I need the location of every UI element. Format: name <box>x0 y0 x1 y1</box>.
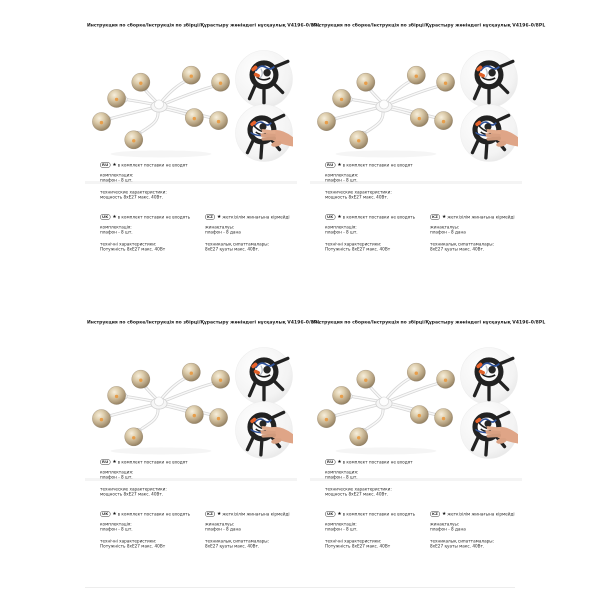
kz-specs-label: техникалық сипаттамалары: <box>430 241 495 247</box>
ru-header <box>325 162 525 168</box>
mount-bracket-photo <box>235 50 293 108</box>
uk-not-included-note: в комплект поставки не входять <box>117 214 191 220</box>
star-icon: ★ <box>337 510 342 517</box>
uk-language-badge: UK <box>327 214 334 219</box>
kz-specs-value: 8хЕ27 қуаты макс. 40Вт. <box>205 543 260 549</box>
kz-kit-value: плафон - 8 дана <box>430 526 466 532</box>
ru-specs-label: технические характеристики: <box>100 486 167 492</box>
chandelier-photo <box>310 351 462 458</box>
star-icon: ★ <box>217 213 222 220</box>
instruction-sheet <box>310 317 546 607</box>
ru-specs-label: технические характеристики: <box>325 486 392 492</box>
kz-specs-value: 8хЕ27 қуаты макс. 40Вт. <box>205 246 260 252</box>
soft-shadow <box>336 150 437 157</box>
kz-not-included-note: жеткізілім жинағына кірмейді <box>447 511 515 517</box>
hand-wiring-photo <box>460 401 518 459</box>
kz-header <box>430 511 530 517</box>
page-title <box>312 23 546 28</box>
instruction-sheet <box>85 20 321 310</box>
uk-language-badge: UK <box>102 214 109 219</box>
uk-specs-value: Потужність 8хЕ27 макс. 40Вт <box>100 246 166 252</box>
section-kz <box>205 214 305 251</box>
kz-kit-value: плафон - 8 дана <box>430 229 466 235</box>
kz-specs-label: техникалық сипаттамалары: <box>430 538 495 544</box>
ceiling-canopy <box>151 100 167 112</box>
uk-language-badge: UK <box>327 511 334 516</box>
chandelier-photo <box>85 351 237 458</box>
ru-kit-value: плафон - 8 шт. <box>100 177 133 183</box>
uk-header <box>325 511 425 517</box>
uk-kit-value: плафон - 8 шт. <box>100 229 133 235</box>
page-title <box>312 320 546 325</box>
uk-header <box>100 511 200 517</box>
chandelier-photo <box>85 54 237 161</box>
hand-wiring-photo <box>235 401 293 459</box>
kz-kit-value: плафон - 8 дана <box>205 526 241 532</box>
ru-kit-label: комплектация: <box>325 172 359 178</box>
kz-not-included-note: жеткізілім жинағына кірмейді <box>447 214 515 220</box>
ru-specs-value: мощность 8хЕ27 макс. 40Вт. <box>100 194 164 200</box>
kz-not-included-note: жеткізілім жинағына кірмейді <box>222 214 290 220</box>
ru-not-included-note: в комплект поставки не входят <box>342 459 413 465</box>
uk-specs-value: Потужність 8хЕ27 макс. 40Вт <box>100 543 166 549</box>
model-number: V4196-0/8PL <box>287 320 321 325</box>
ru-specs-label: технические характеристики: <box>325 189 392 195</box>
chandelier-photo <box>310 54 462 161</box>
uk-not-included-note: в комплект поставки не входять <box>117 511 191 517</box>
uk-kit-label: комплектація: <box>325 224 357 230</box>
section-uk <box>325 214 425 251</box>
section-uk <box>100 214 200 251</box>
model-number: V4196-0/8PL <box>512 23 546 28</box>
ru-not-included-note: в комплект поставки не входят <box>117 162 188 168</box>
ceiling-canopy <box>376 100 392 112</box>
star-icon: ★ <box>112 213 117 220</box>
ru-language-badge: RU <box>327 162 334 167</box>
ru-kit-value: плафон - 8 шт. <box>100 474 133 480</box>
star-icon: ★ <box>112 161 117 168</box>
kz-kit-label: жинақталуы: <box>205 224 235 230</box>
section-kz <box>430 511 530 548</box>
star-icon: ★ <box>217 510 222 517</box>
kz-header <box>430 214 530 220</box>
ru-kit-label: комплектация: <box>100 469 134 475</box>
sheet-header <box>312 320 546 332</box>
ru-specs-value: мощность 8хЕ27 макс. 40Вт. <box>325 491 389 497</box>
uk-kit-label: комплектація: <box>325 521 357 527</box>
product-photo-area <box>310 44 525 166</box>
title-text: Инструкция по сборке/Інструкція по збірці/Құрастыру жөніндегі нұсқаулық <box>87 320 286 325</box>
ru-header <box>325 459 525 465</box>
kz-kit-value: плафон - 8 дана <box>205 229 241 235</box>
uk-specs-label: технічні характеристики: <box>325 241 382 247</box>
uk-header <box>100 214 200 220</box>
hand-wiring-photo <box>235 104 293 162</box>
uk-specs-label: технічні характеристики: <box>100 538 157 544</box>
uk-specs-value: Потужність 8хЕ27 макс. 40Вт <box>325 246 391 252</box>
uk-header <box>325 214 425 220</box>
product-photo-area <box>310 341 525 463</box>
mount-bracket-photo <box>460 347 518 405</box>
ru-header <box>100 162 300 168</box>
page-title <box>87 23 321 28</box>
ru-specs-value: мощность 8хЕ27 макс. 40Вт. <box>100 491 164 497</box>
uk-kit-value: плафон - 8 шт. <box>325 526 358 532</box>
uk-specs-label: технічні характеристики: <box>100 241 157 247</box>
instruction-sheet <box>85 317 321 607</box>
uk-specs-value: Потужність 8хЕ27 макс. 40Вт <box>325 543 391 549</box>
mount-bracket-photo <box>235 347 293 405</box>
ceiling-canopy <box>376 397 392 409</box>
soft-shadow <box>111 150 212 157</box>
sheet-header <box>87 23 321 35</box>
kz-not-included-note: жеткізілім жинағына кірмейді <box>222 511 290 517</box>
kz-specs-value: 8хЕ27 қуаты макс. 40Вт. <box>430 543 485 549</box>
model-number: V4196-0/8PL <box>512 320 546 325</box>
uk-specs-label: технічні характеристики: <box>325 538 382 544</box>
title-text: Инструкция по сборке/Інструкція по збірці/Құрастыру жөніндегі нұсқаулық <box>312 23 511 28</box>
uk-not-included-note: в комплект поставки не входять <box>342 511 416 517</box>
kz-specs-value: 8хЕ27 қуаты макс. 40Вт. <box>430 246 485 252</box>
kz-kit-label: жинақталуы: <box>430 224 460 230</box>
ru-kit-label: комплектация: <box>100 172 134 178</box>
soft-shadow <box>111 447 212 454</box>
kz-specs-label: техникалық сипаттамалары: <box>205 538 270 544</box>
kz-language-badge: KZ <box>207 511 213 516</box>
kz-language-badge: KZ <box>432 214 438 219</box>
sheet-header <box>87 320 321 332</box>
star-icon: ★ <box>112 458 117 465</box>
ru-language-badge: RU <box>102 459 109 464</box>
ru-kit-value: плафон - 8 шт. <box>325 474 358 480</box>
star-icon: ★ <box>442 510 447 517</box>
uk-not-included-note: в комплект поставки не входять <box>342 214 416 220</box>
star-icon: ★ <box>337 213 342 220</box>
kz-kit-label: жинақталуы: <box>205 521 235 527</box>
section-uk <box>100 511 200 548</box>
kz-header <box>205 214 305 220</box>
ru-kit-value: плафон - 8 шт. <box>325 177 358 183</box>
uk-kit-label: комплектація: <box>100 521 132 527</box>
kz-header <box>205 511 305 517</box>
star-icon: ★ <box>337 161 342 168</box>
model-number: V4196-0/8PL <box>287 23 321 28</box>
ru-language-badge: RU <box>327 459 334 464</box>
product-photo-area <box>85 44 300 166</box>
ru-header <box>100 459 300 465</box>
kz-language-badge: KZ <box>207 214 213 219</box>
uk-kit-label: комплектація: <box>100 224 132 230</box>
hand-wiring-photo <box>460 104 518 162</box>
kz-language-badge: KZ <box>432 511 438 516</box>
uk-kit-value: плафон - 8 шт. <box>100 526 133 532</box>
instruction-sheet <box>310 20 546 310</box>
ru-specs-value: мощность 8хЕ27 макс. 40Вт. <box>325 194 389 200</box>
star-icon: ★ <box>112 510 117 517</box>
uk-kit-value: плафон - 8 шт. <box>325 229 358 235</box>
page-title <box>87 320 321 325</box>
star-icon: ★ <box>442 213 447 220</box>
section-kz <box>205 511 305 548</box>
star-icon: ★ <box>337 458 342 465</box>
ceiling-canopy <box>151 397 167 409</box>
uk-language-badge: UK <box>102 511 109 516</box>
sheet-header <box>312 23 546 35</box>
title-text: Инструкция по сборке/Інструкція по збірці/Құрастыру жөніндегі нұсқаулық <box>312 320 511 325</box>
kz-specs-label: техникалық сипаттамалары: <box>205 241 270 247</box>
product-photo-area <box>85 341 300 463</box>
ru-not-included-note: в комплект поставки не входят <box>342 162 413 168</box>
ru-not-included-note: в комплект поставки не входят <box>117 459 188 465</box>
kz-kit-label: жинақталуы: <box>430 521 460 527</box>
ru-specs-label: технические характеристики: <box>100 189 167 195</box>
page-bottom-rule <box>85 587 515 588</box>
ru-kit-label: комплектация: <box>325 469 359 475</box>
soft-shadow <box>336 447 437 454</box>
title-text: Инструкция по сборке/Інструкція по збірці/Құрастыру жөніндегі нұсқаулық <box>87 23 286 28</box>
section-uk <box>325 511 425 548</box>
sheet-grid <box>85 20 546 614</box>
ru-language-badge: RU <box>102 162 109 167</box>
mount-bracket-photo <box>460 50 518 108</box>
section-kz <box>430 214 530 251</box>
